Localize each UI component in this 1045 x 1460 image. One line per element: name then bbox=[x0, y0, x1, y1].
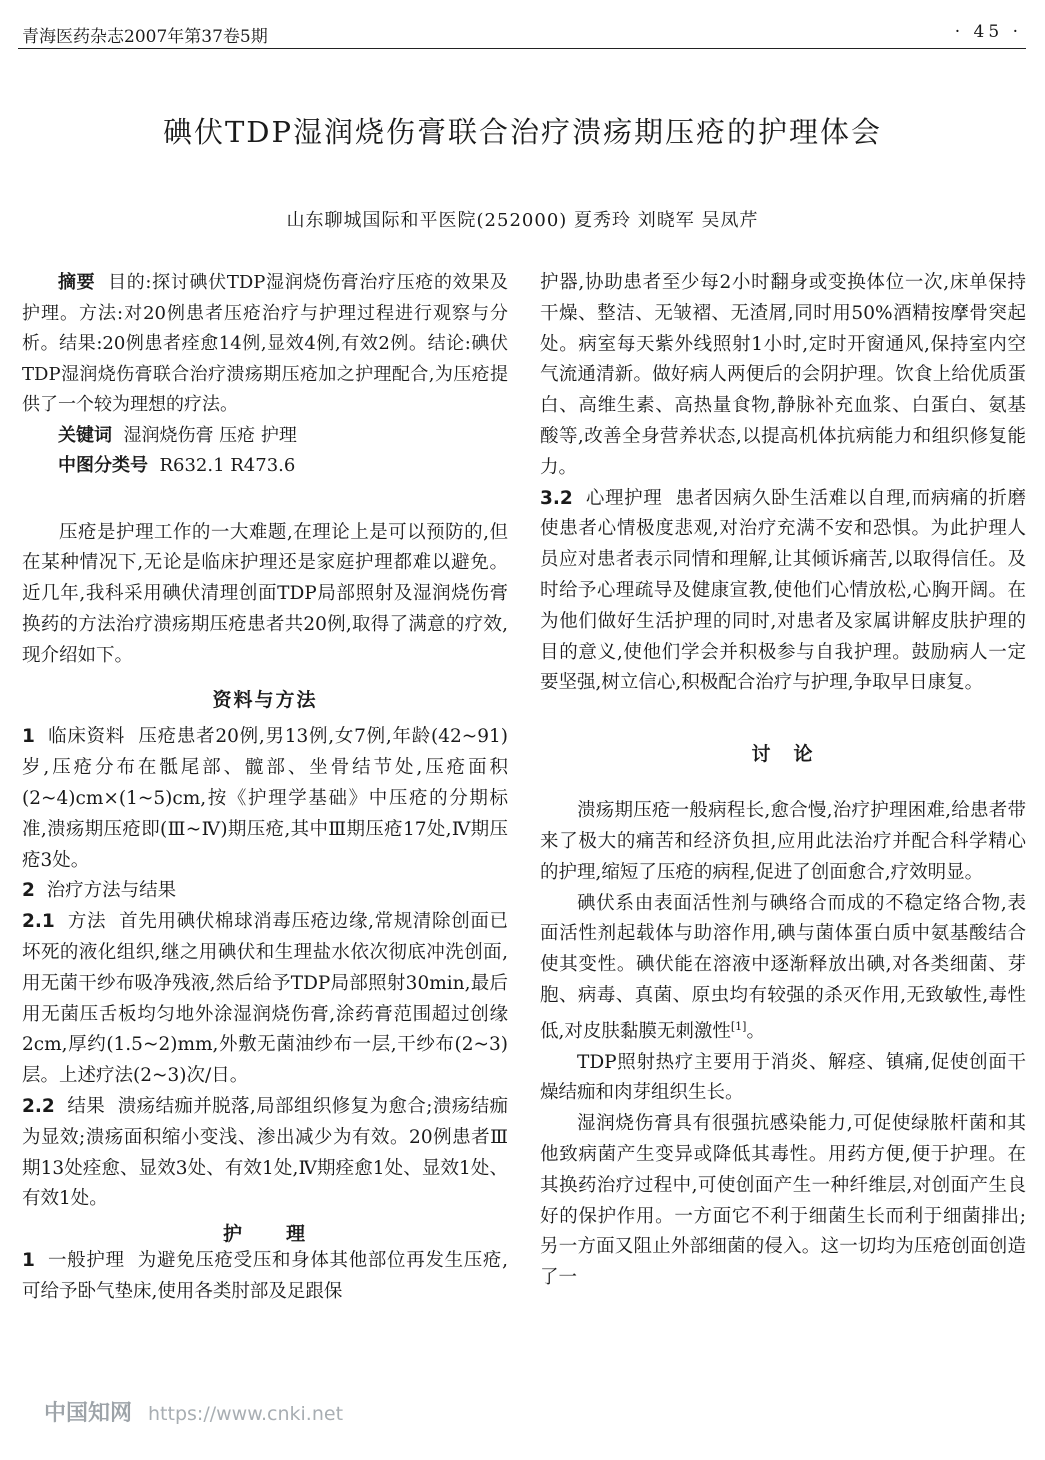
classification-text: R632.1 R473.6 bbox=[159, 455, 296, 476]
subsection-general-nursing: 1 一般护理 为避免压疮受压和身体其他部位再发生压疮,可给予卧气垫床,使用各类肘部及足跟保 bbox=[22, 1250, 508, 1303]
article-title: 碘伏TDP湿润烧伤膏联合治疗溃疡期压疮的护理体会 bbox=[162, 115, 883, 149]
page-number: · 45 · bbox=[954, 22, 1022, 42]
watermark-logo: 中国知网 bbox=[44, 1401, 133, 1426]
general-nursing-continued: 护器,协助患者至少每2小时翻身或变换体位一次,床单保持干燥、整洁、无皱褶、无渣屑,同时用50%酒精按摩骨突起处。病室每天紫外线照射1小时,定时开窗通风,保持室内空气流通清新。做好病人两便后的会阴护理。饮食上给优质蛋白、高维生素、高热量食物,静脉补充血浆、白蛋白、氨基酸等,改善全身营养状态,以提高机体抗病能力和组织修复能力。 bbox=[540, 272, 1026, 478]
citation-ref: [1] bbox=[730, 1019, 747, 1033]
subsection-treatment: 2 治疗方法与结果 bbox=[22, 880, 177, 902]
discussion-paragraph-2: 碘伏系由表面活性剂与碘络合而成的不稳定络合物,表面活性剂起载体与助溶作用,碘与菌体蛋白质中氨基酸结合使其变性。碘伏能在溶液中逐渐释放出碘,对各类细菌、芽胞、病毒、真菌、原虫均有较强的杀灭作用,无致敏性,毒性低,对皮肤黏膜无刺激性[1]。 bbox=[540, 892, 1026, 1042]
subsection-clinical-data: 1 临床资料 压疮患者20例,男13例,女7例,年龄(42~91)岁,压疮分布在骶尾部、髋部、坐骨结节处,压疮面积(2~4)cm×(1~5)cm,按《护理学基础》中压疮的分期标准,溃疡期压疮即(Ⅲ~Ⅳ)期压疮,其中Ⅲ期压疮17处,Ⅳ期压疮3处。 bbox=[22, 726, 508, 871]
header-rule bbox=[18, 48, 1026, 49]
running-header bbox=[22, 18, 1022, 48]
abstract-label: 摘要 bbox=[58, 272, 96, 293]
discussion-paragraph-3: TDP照射热疗主要用于消炎、解痉、镇痛,促使创面干燥结痂和肉芽组织生长。 bbox=[540, 1051, 1026, 1104]
keywords-label: 关键词 bbox=[58, 424, 112, 446]
classification bbox=[22, 451, 508, 482]
subsection-psych-nursing: 3.2 心理护理 患者因病久卧生活难以自理,而病痛的折磨使患者心情极度悲观,对治疗充满不安和恐惧。为此护理人员应对患者表示同情和理解,让其倾诉痛苦,以取得信任。及时给予心理疏导及健康宣教,使他们心情放松,心胸开阔。在为他们做好生活护理的同时,对患者及家属讲解皮肤护理的目的意义,使他们学会并积极参与自我护理。鼓励病人一定要坚强,树立信心,积极配合治疗与护理,争取早日康复。 bbox=[540, 487, 1027, 694]
keywords bbox=[22, 421, 508, 452]
cnki-watermark bbox=[44, 1396, 343, 1427]
section-heading-discussion: 讨 论 bbox=[751, 743, 815, 766]
left-column bbox=[22, 268, 508, 1308]
discussion-paragraph-1: 溃疡期压疮一般病程长,愈合慢,治疗护理困难,给患者带来了极大的痛苦和经济负担,应用此法治疗并配合科学精心的护理,缩短了压疮的病程,促进了创面愈合,疗效明显。 bbox=[540, 800, 1026, 883]
watermark-url: https://www.cnki.net bbox=[148, 1403, 344, 1425]
journal-name: 青海医药杂志2007年第37卷5期 bbox=[22, 27, 268, 47]
section-heading-materials: 资料与方法 bbox=[212, 689, 318, 712]
discussion-paragraph-4: 湿润烧伤膏具有很强抗感染能力,可促使绿脓杆菌和其他致病菌产生变异或降低其毒性。用药方便,便于护理。在其换药治疗过程中,可使创面产生一种纤维层,对创面产生良好的保护作用。一方面它不利于细菌生长而利于细菌排出;另一方面又阻止外部细菌的侵入。这一切均为压疮创面创造了一 bbox=[540, 1113, 1026, 1289]
abstract-text: 目的:探讨碘伏TDP湿润烧伤膏治疗压疮的效果及护理。方法:对20例患者压疮治疗与护理过程进行观察与分析。结果:20例患者痊愈14例,显效4例,有效2例。结论:碘伏TDP湿润烧伤膏联合治疗溃疡期压疮加之护理配合,为压疮提供了一个较为理想的疗法。 bbox=[22, 272, 508, 415]
classification-label: 中图分类号 bbox=[58, 455, 148, 476]
intro-paragraph: 压疮是护理工作的一大难题,在理论上是可以预防的,但在某种情况下,无论是临床护理还是家庭护理都难以避免。近几年,我科采用碘伏清理创面TDP局部照射及湿润烧伤膏换药的方法治疗溃疡期压疮患者共20例,取得了满意的疗效,现介绍如下。 bbox=[22, 521, 508, 666]
keywords-text: 湿润烧伤膏 压疮 护理 bbox=[123, 424, 297, 446]
subsection-method: 2.1 方法 首先用碘伏棉球消毒压疮边缘,常规清除创面已坏死的液化组织,继之用碘伏和生理盐水依次彻底冲洗创面,用无菌干纱布吸净残液,然后给予TDP局部照射30min,最后用无菌压舌板均匀地外涂湿润烧伤膏,涂药膏范围超过创缘2cm,厚约(1.5~2)mm,外敷无菌油纱布一层,干纱布(2~3)层。上述疗法(2~3)次/日。 bbox=[22, 911, 508, 1087]
author-line: 山东聊城国际和平医院(252000) 夏秀玲 刘晓军 吴凤芹 bbox=[286, 210, 759, 231]
right-column bbox=[540, 268, 1026, 1294]
abstract bbox=[22, 268, 508, 421]
section-heading-nursing: 护 理 bbox=[222, 1223, 307, 1246]
subsection-results: 2.2 结果 溃疡结痂并脱落,局部组织修复为愈合;溃疡结痂为显效;溃疡面积缩小变浅、渗出减少为有效。20例患者Ⅲ期13处痊愈、显效3处、有效1处,Ⅳ期痊愈1处、显效1处、有效1处。 bbox=[22, 1096, 508, 1210]
